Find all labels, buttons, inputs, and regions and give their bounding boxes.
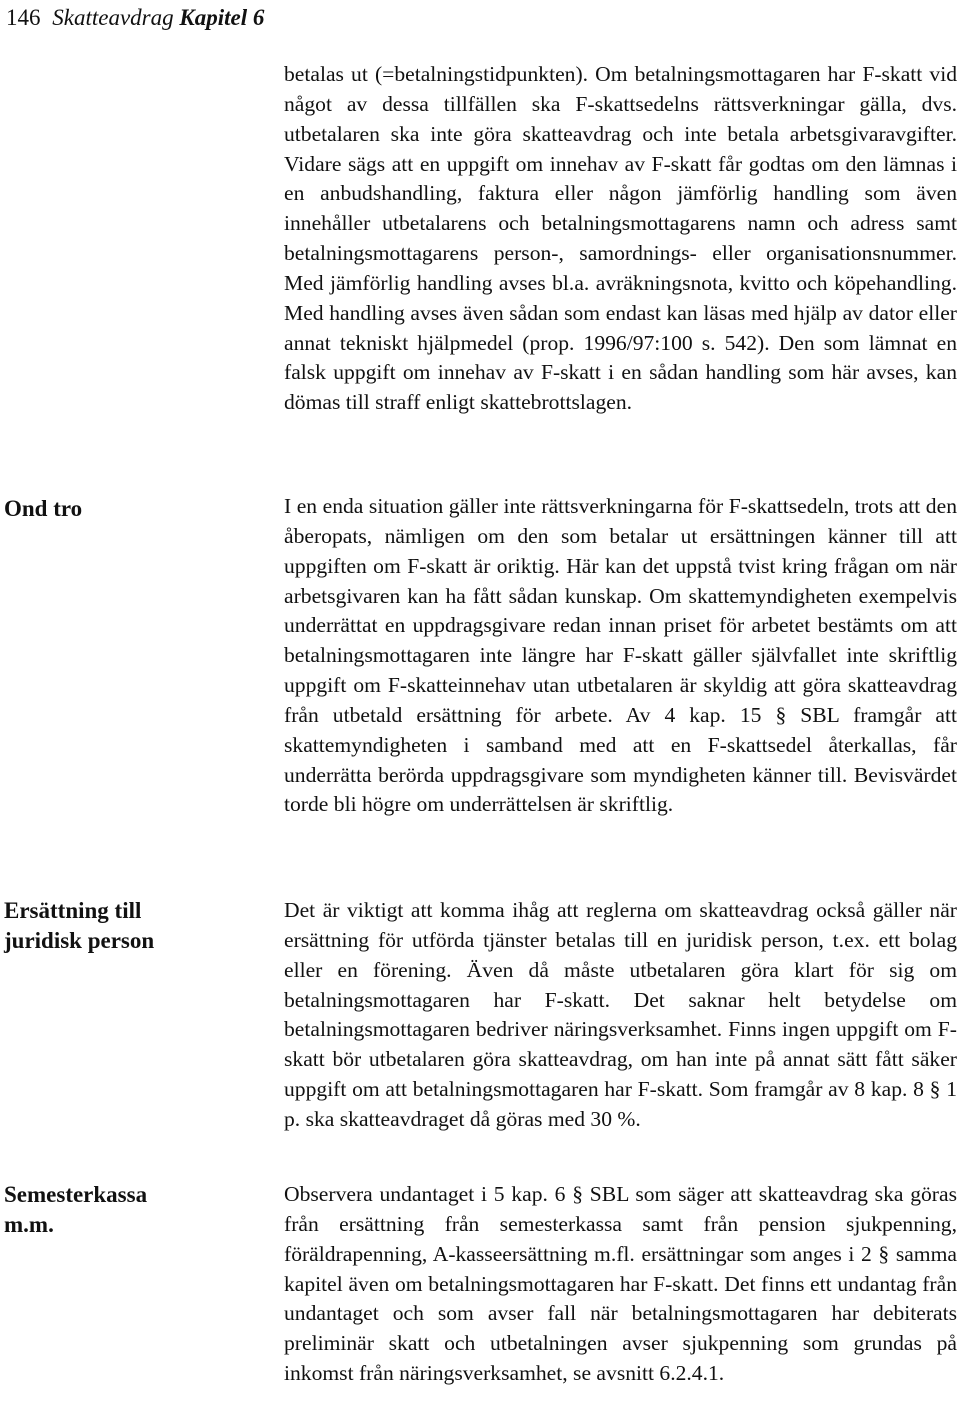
page-number: 146 — [6, 5, 41, 30]
chapter-label: Kapitel 6 — [179, 5, 265, 30]
margin-note-semesterkassa: Semesterkassa m.m. — [4, 1182, 148, 1237]
body-paragraph-juridisk-person: Det är viktigt att komma ihåg att reglerna om skatteavdrag också gäller när ersättning för utförda tjänster betalas till en juridisk person, t.ex. ett bolag eller en förening. Även då måste utbetalaren göra klart för sig om betalningsmottagaren har F-skatt. Det saknar helt betydelse om betalningsmottagaren bedriver näringsverksamhet. Finns ingen uppgift om F-skatt bör utbetalaren göra skatteavdrag, om han inte på annat sätt fått säker uppgift om att betalningsmottagaren har F-skatt. Som framgår av 8 kap. 8 § 1 p. ska skatteavdraget då göras med 30 %. — [284, 898, 957, 1131]
book-title: Skatteavdrag — [52, 5, 174, 30]
body-paragraph-semesterkassa: Observera undantaget i 5 kap. 6 § SBL som säger att skatteavdrag ska göras från ersättning från semesterkassa samt från pension sjukpenning, föräldrapenning, A-kasseersättning m.fl. ersättningar som anges i 2 § samma kapitel även om betalningsmottagaren har F-skatt. Det finns ett undantag från undantaget och som avser fall när betalningsmottagaren har debiterats preliminär skatt och utbetalningen avser sjukpenning som grundas på inkomst från näringsverksamhet, se avsnitt 6.2.4.1. — [284, 1182, 957, 1386]
body-paragraph-1: betalas ut (=betalningstidpunkten). Om betalningsmottagaren har F-skatt vid något av dessa tillfällen ska F-skattsedelns rättsverkningar gälla, dvs. utbetalaren ska inte göra skatteavdrag och inte betala arbetsgivaravgifter. Vidare sägs att en uppgift om innehav av F-skatt får godtas om den lämnas i en anbudshandling, faktura eller någon jämförlig handling som även innehåller utbetalarens och betalningsmottagarens namn och adress samt betalningsmottagarens person-, samordnings- eller organisationsnummer. Med jämförlig handling avses bl.a. avräkningsnota, kvitto och köpehandling. Med handling avses även sådan som endast kan läsas med hjälp av dator eller annat tekniskt hjälpmedel (prop. 1996/97:100 s. 542). Den som lämnat en falsk uppgift om innehav av F-skatt i en sådan handling som här avses, kan dömas till straff enligt skattebrottslagen. — [284, 62, 957, 415]
margin-note-juridisk-person: Ersättning till juridisk person — [4, 898, 155, 953]
running-header — [6, 2, 264, 34]
margin-note-ond-tro: Ond tro — [4, 496, 83, 521]
body-paragraph-ond-tro: I en enda situation gäller inte rättsverkningarna för F-skattsedeln, trots att den åberopats, nämligen om den som betalar ut ersättningen känner till att uppgiften om F-skatt är oriktig. Här kan det uppstå tvist kring frågan om när arbetsgivaren kan ha fått sådan kunskap. Om skattemyndigheten exempelvis underrättat en uppdragsgivare redan innan priset för arbetet bestämts om att betalningsmottagaren inte längre har F-skatt gäller självfallet inte skriftlig uppgift om F-skatteinnehav utan utbetalaren är skyldig att göra skatteavdrag från utbetald ersättning för arbete. Av 4 kap. 15 § SBL framgår att skattemyndigheten i samband med att en F-skattsedel återkallas, får underrätta berörda uppdragsgivare som myndigheten känner till. Bevisvärdet torde bli högre om underrättelsen är skriftlig. — [284, 494, 957, 817]
